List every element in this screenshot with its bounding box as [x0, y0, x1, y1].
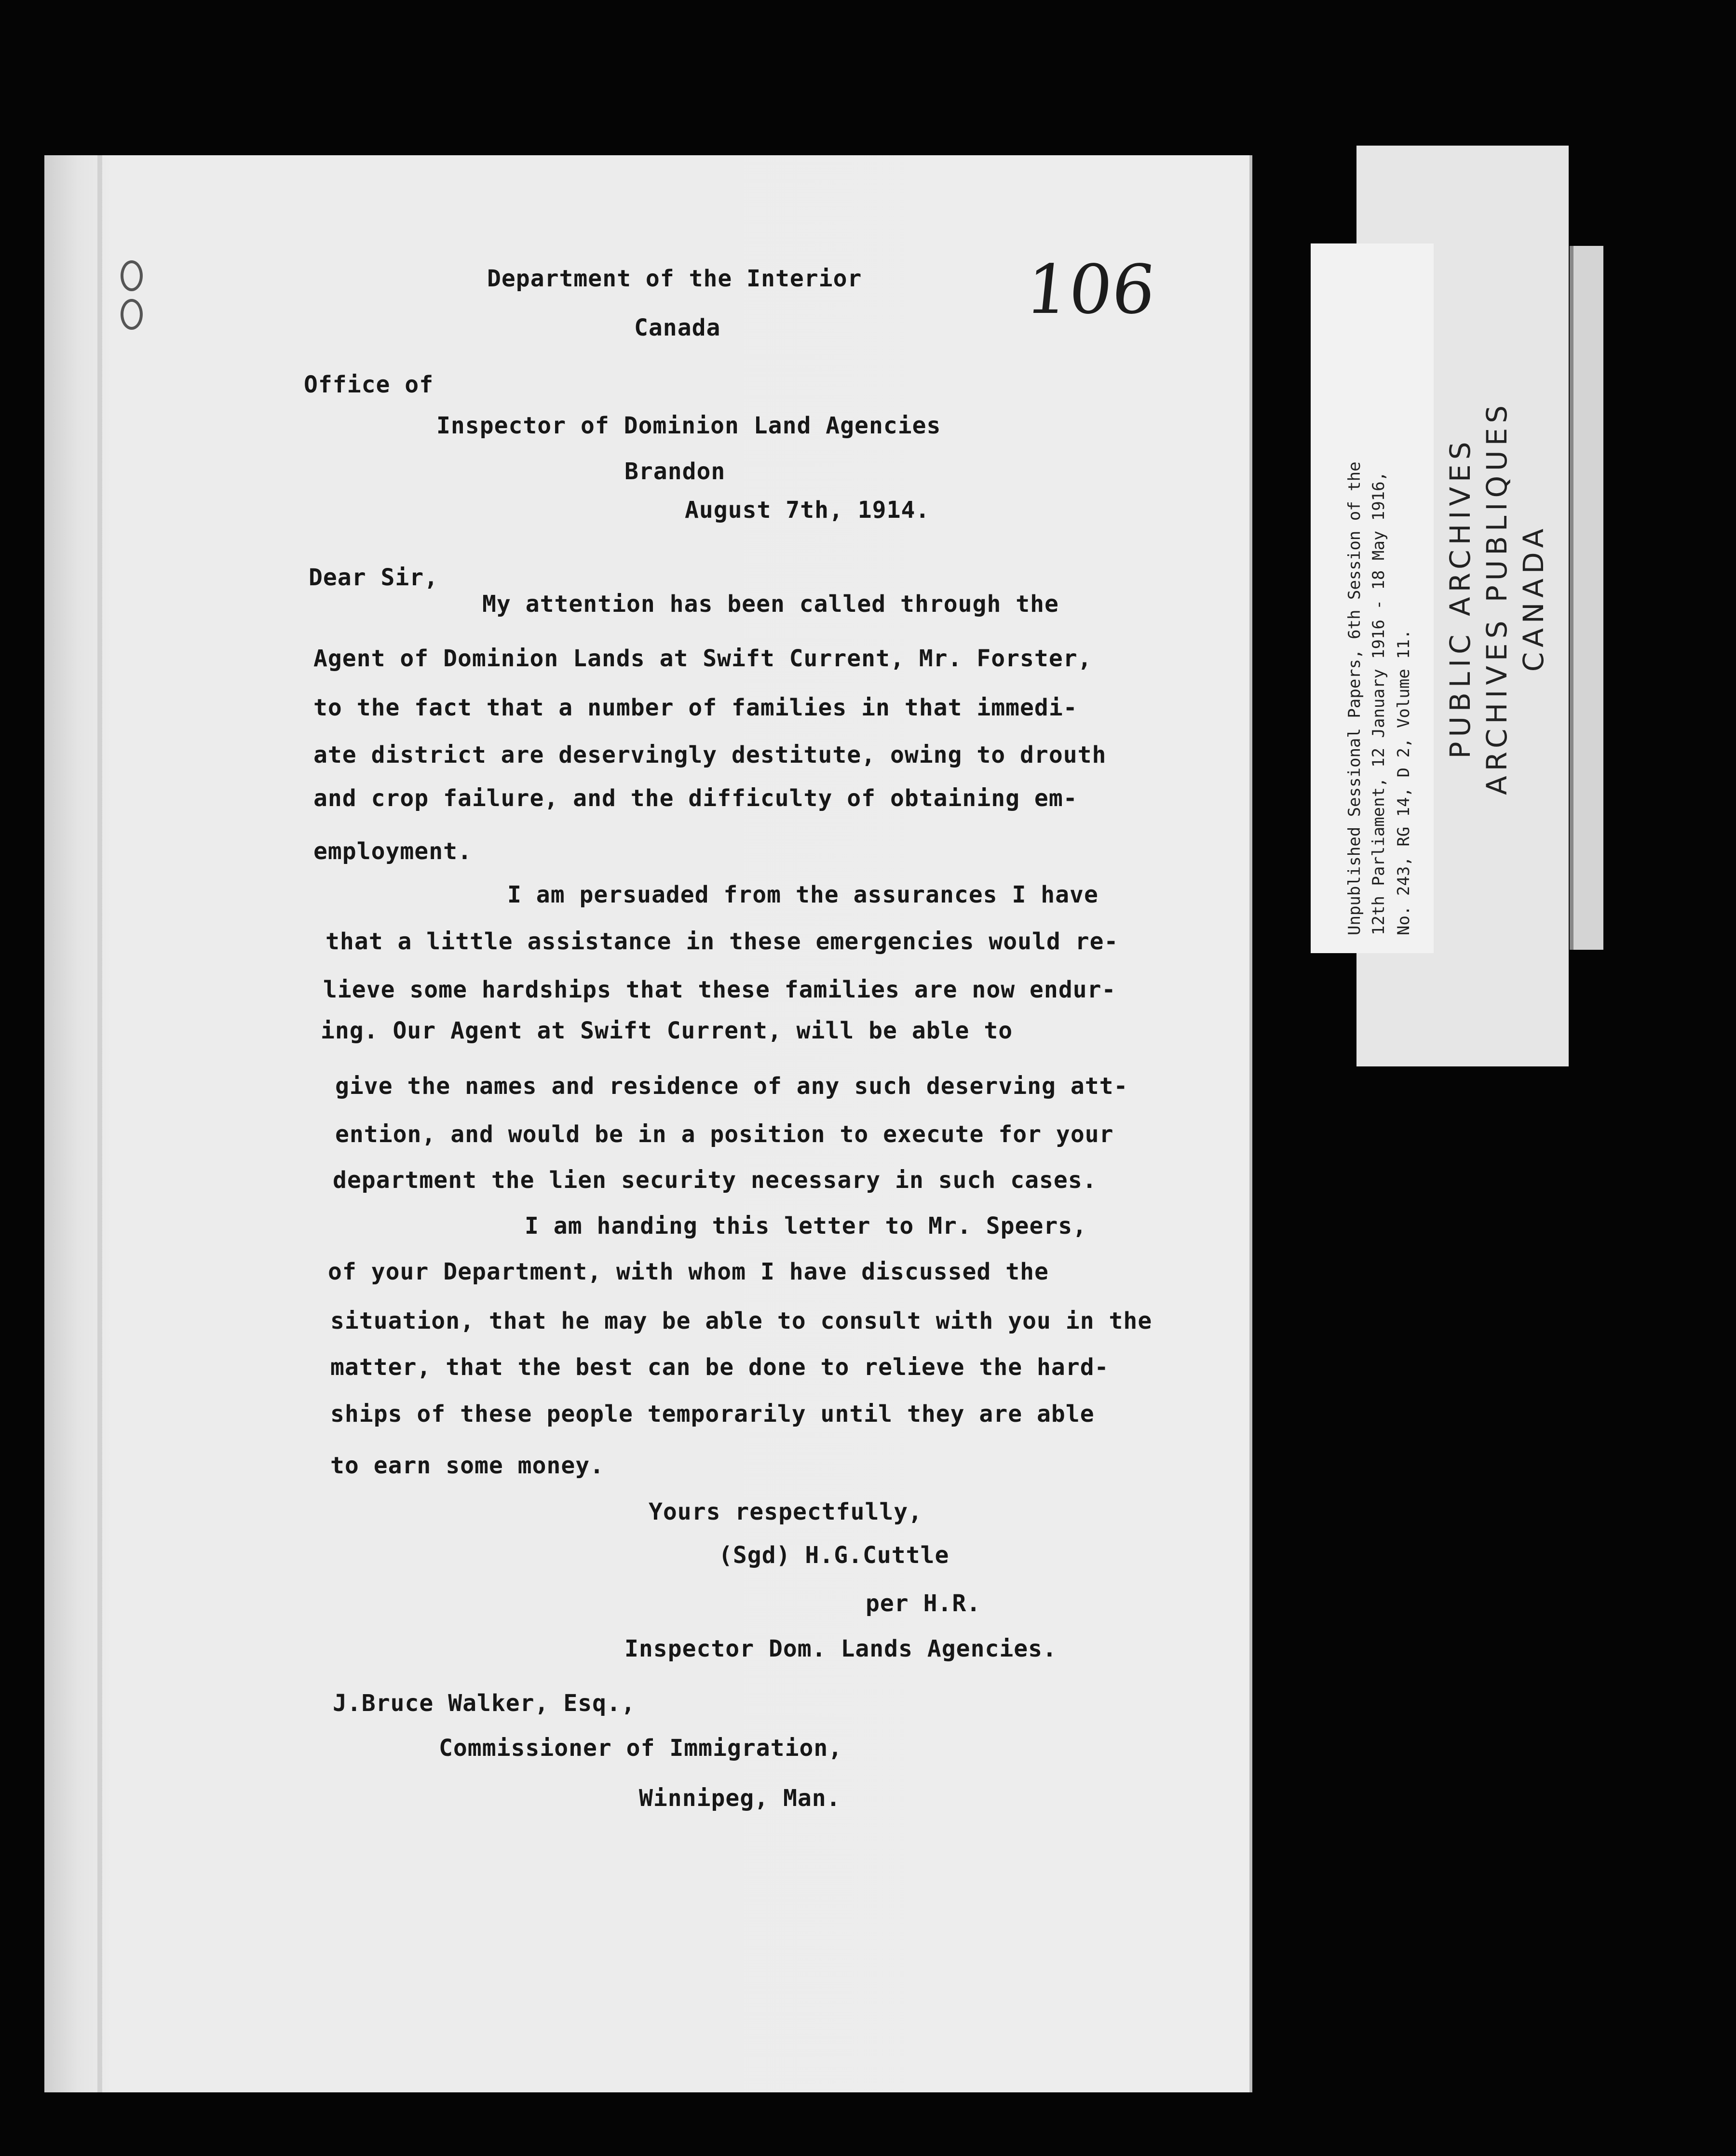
office-of-label: Office of — [304, 371, 434, 398]
body-line: to earn some money. — [330, 1452, 605, 1479]
body-line: employment. — [313, 838, 472, 865]
office-place: Brandon — [624, 458, 726, 485]
signer-title: Inspector Dom. Lands Agencies. — [624, 1635, 1057, 1662]
office-name: Inspector of Dominion Land Agencies — [436, 412, 941, 439]
salutation: Dear Sir, — [309, 564, 439, 591]
page-number: 106 — [1022, 251, 1159, 329]
body-line: ing. Our Agent at Swift Current, will be able to — [321, 1017, 1013, 1044]
body-line: ships of these people temporarily until they are able — [330, 1401, 1095, 1428]
body-line: give the names and residence of any such deserving att- — [335, 1073, 1128, 1100]
addressee-title: Commissioner of Immigration, — [439, 1735, 843, 1762]
addressee-name: J.Bruce Walker, Esq., — [333, 1690, 636, 1717]
body-line: lieve some hardships that these families are now endur- — [323, 976, 1116, 1003]
country-heading: Canada — [634, 314, 721, 341]
archive-card-edge — [1570, 246, 1603, 950]
archive-caption-line: Unpublished Sessional Papers, 6th Session of the — [1345, 461, 1364, 935]
closing: Yours respectfully, — [649, 1498, 923, 1525]
punch-hole — [121, 260, 143, 291]
signature: (Sgd) H.G.Cuttle — [719, 1542, 949, 1569]
body-line: and crop failure, and the difficulty of obtaining em- — [313, 785, 1078, 812]
archive-stamp-line: CANADA — [1517, 524, 1550, 672]
addressee-city: Winnipeg, Man. — [639, 1785, 841, 1812]
body-line: of your Department, with whom I have discussed the — [328, 1258, 1049, 1285]
body-line: I am handing this letter to Mr. Speers, — [525, 1213, 1087, 1240]
body-line: situation, that he may be able to consult with you in the — [330, 1307, 1153, 1334]
department-heading: Department of the Interior — [487, 265, 862, 292]
letter-date: August 7th, 1914. — [685, 497, 930, 524]
archive-caption-line: 12th Parliament, 12 January 1916 - 18 May 1916, — [1369, 471, 1388, 935]
body-line: My attention has been called through the — [482, 591, 1059, 618]
body-line: ate district are deservingly destitute, owing to drouth — [313, 741, 1107, 768]
body-line: I am persuaded from the assurances I have — [507, 881, 1099, 908]
body-line: matter, that the best can be done to relieve the hard- — [330, 1354, 1109, 1381]
punch-hole — [121, 299, 143, 330]
archive-stamp-line: PUBLIC ARCHIVES — [1444, 437, 1477, 759]
archive-stamp-line: ARCHIVES PUBLIQUES — [1480, 400, 1513, 795]
body-line: to the fact that a number of families in that immedi- — [313, 694, 1078, 721]
per-initials: per H.R. — [866, 1590, 981, 1617]
body-line: that a little assistance in these emergencies would re- — [326, 928, 1119, 955]
body-line: Agent of Dominion Lands at Swift Current, Mr. Forster, — [313, 645, 1092, 672]
body-line: department the lien security necessary in such cases. — [333, 1167, 1097, 1194]
body-line: ention, and would be in a position to execute for your — [335, 1121, 1114, 1148]
archive-caption-line: No. 243, RG 14, D 2, Volume 11. — [1394, 629, 1413, 935]
